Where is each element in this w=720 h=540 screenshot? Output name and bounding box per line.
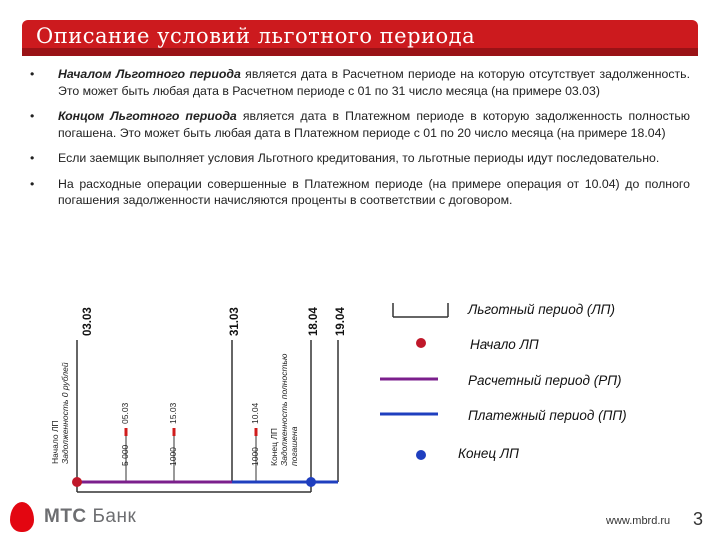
op-amount: 1000 — [168, 447, 178, 466]
start-note-text: Задолженность 0 рублей — [60, 362, 70, 464]
bullet-bold: Концом Льготного периода — [58, 109, 237, 123]
legend-billing-label: Расчетный период (РП) — [468, 373, 622, 388]
legend-grace-symbol — [393, 303, 448, 317]
op-date: 15.03 — [168, 402, 178, 424]
logo-bank: Банк — [92, 506, 137, 527]
legend-payment-label: Платежный период (ПП) — [468, 408, 627, 423]
logo-text — [44, 506, 136, 528]
bullet-text: Если заемщик выполняет условия Льготного кредитования, то льготные периоды идут последовательно. — [58, 151, 660, 165]
site-url: www.mbrd.ru — [606, 515, 671, 527]
mts-bank-logo — [10, 500, 136, 534]
op-date: 05.03 — [120, 402, 130, 424]
date-label: 18.04 — [308, 307, 320, 336]
bullet-dot: • — [30, 151, 35, 165]
bullet-text: является дата в Платежном периоде в которую задолженность полностью погашена. Это может быть любая дата в Платежном периоде с 01 по 20 число месяца (на примере 18.04) — [58, 109, 690, 140]
end-note-text: погашена — [289, 426, 299, 466]
start-note-label: Начало ЛП — [50, 420, 60, 464]
bullet-text: На расходные операции совершенные в Платежном периоде (на примере операция от 10.04) до полного погашения задолженности начисляются проценты в соответствии с договором. — [58, 176, 690, 207]
bullet-dot: • — [30, 176, 35, 191]
bullet-dot: • — [30, 109, 35, 123]
bullet-text: является дата в Расчетном периоде на которую отсутствует задолженность. Это может быть любая дата в Расчетном периоде с 01 по 31 число месяца (на примере 03.03) — [58, 67, 690, 98]
bullet-bold: Началом Льготного периода — [58, 67, 241, 81]
legend-end-dot — [416, 450, 426, 460]
op-date: 10.04 — [250, 402, 260, 424]
date-label: 31.03 — [229, 307, 241, 336]
end-note-text: Задолженность полностью — [279, 353, 289, 466]
op-amount: 1000 — [250, 447, 260, 466]
page-number: 3 — [693, 509, 704, 529]
end-note-label: Конец ЛП — [269, 427, 279, 466]
legend-grace-label: Льготный период (ЛП) — [468, 302, 615, 317]
date-label: 19.04 — [335, 307, 347, 336]
bullet-dot: • — [30, 67, 35, 81]
mts-egg-icon — [10, 502, 34, 532]
grace-start-dot — [72, 477, 82, 487]
legend-start-label: Начало ЛП — [470, 337, 539, 352]
grace-end-dot — [306, 477, 316, 487]
date-label: 03.03 — [82, 307, 94, 336]
page-title: Описание условий льготного периода — [36, 24, 476, 48]
legend-end-label: Конец ЛП — [458, 446, 519, 461]
legend-start-dot — [416, 338, 426, 348]
op-amount: 5 000 — [120, 444, 130, 466]
logo-mts: МТС — [44, 506, 87, 527]
